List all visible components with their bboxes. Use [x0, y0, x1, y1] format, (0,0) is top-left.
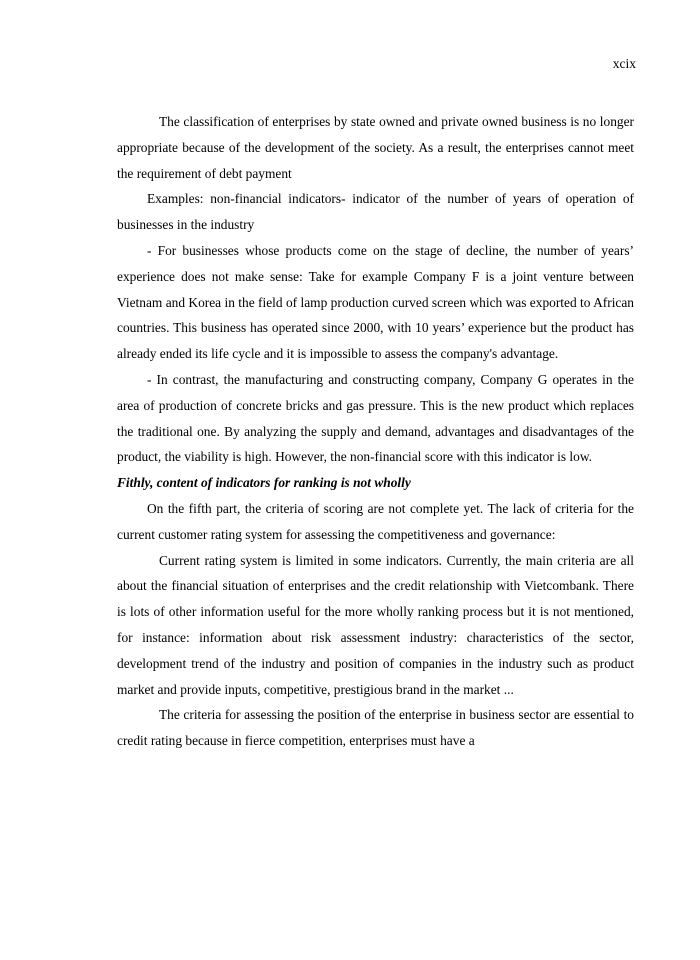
paragraph-current-rating: Current rating system is limited in some indicators. Currently, the main criteria are all about the financial situation of enterprises and the credit relationship with Vietcombank. There is lots of other information useful for the more wholly ranking process but it is not mentioned, for instance: information about risk assessment industry: characteristics of the sector, development trend of the industry and position of companies in the industry such as product market and provide inputs, competitive, prestigious brand in the market ... — [117, 552, 634, 697]
section-heading: Fithly, content of indicators for ranking is not wholly — [117, 475, 411, 491]
paragraph-classification: The classification of enterprises by state owned and private owned business is no longer appropriate because of the development of the society. As a result, the enterprises cannot meet the requirement of debt payment — [117, 114, 634, 181]
paragraph-examples: Examples: non-financial indicators- indicator of the number of years of operation of businesses in the industry — [117, 191, 634, 233]
paragraph-company-g: - In contrast, the manufacturing and constructing company, Company G operates in the area of production of concrete bricks and gas pressure. This is the new product which replaces the traditional one. By analyzing the supply and demand, advantages and disadvantages of the product, the viability is high. However, the non-financial score with this indicator is low. — [117, 371, 634, 465]
page-number: xcix — [612, 56, 636, 71]
paragraph-criteria-position: The criteria for assessing the position of the enterprise in business sector are essential to credit rating because in fierce competition, enterprises must have a — [117, 707, 634, 749]
document-body — [117, 109, 634, 754]
paragraph-fifth-part: On the fifth part, the criteria of scoring are not complete yet. The lack of criteria for the current customer rating system for assessing the competitiveness and governance: — [117, 500, 634, 542]
paragraph-company-f: - For businesses whose products come on the stage of decline, the number of years’ experience does not make sense: Take for example Company F is a joint venture between Vietnam and Korea in the field of lamp production curved screen which was exported to African countries. This business has operated since 2000, with 10 years’ experience but the product has already ended its life cycle and it is impossible to assess the company's advantage. — [117, 242, 634, 362]
